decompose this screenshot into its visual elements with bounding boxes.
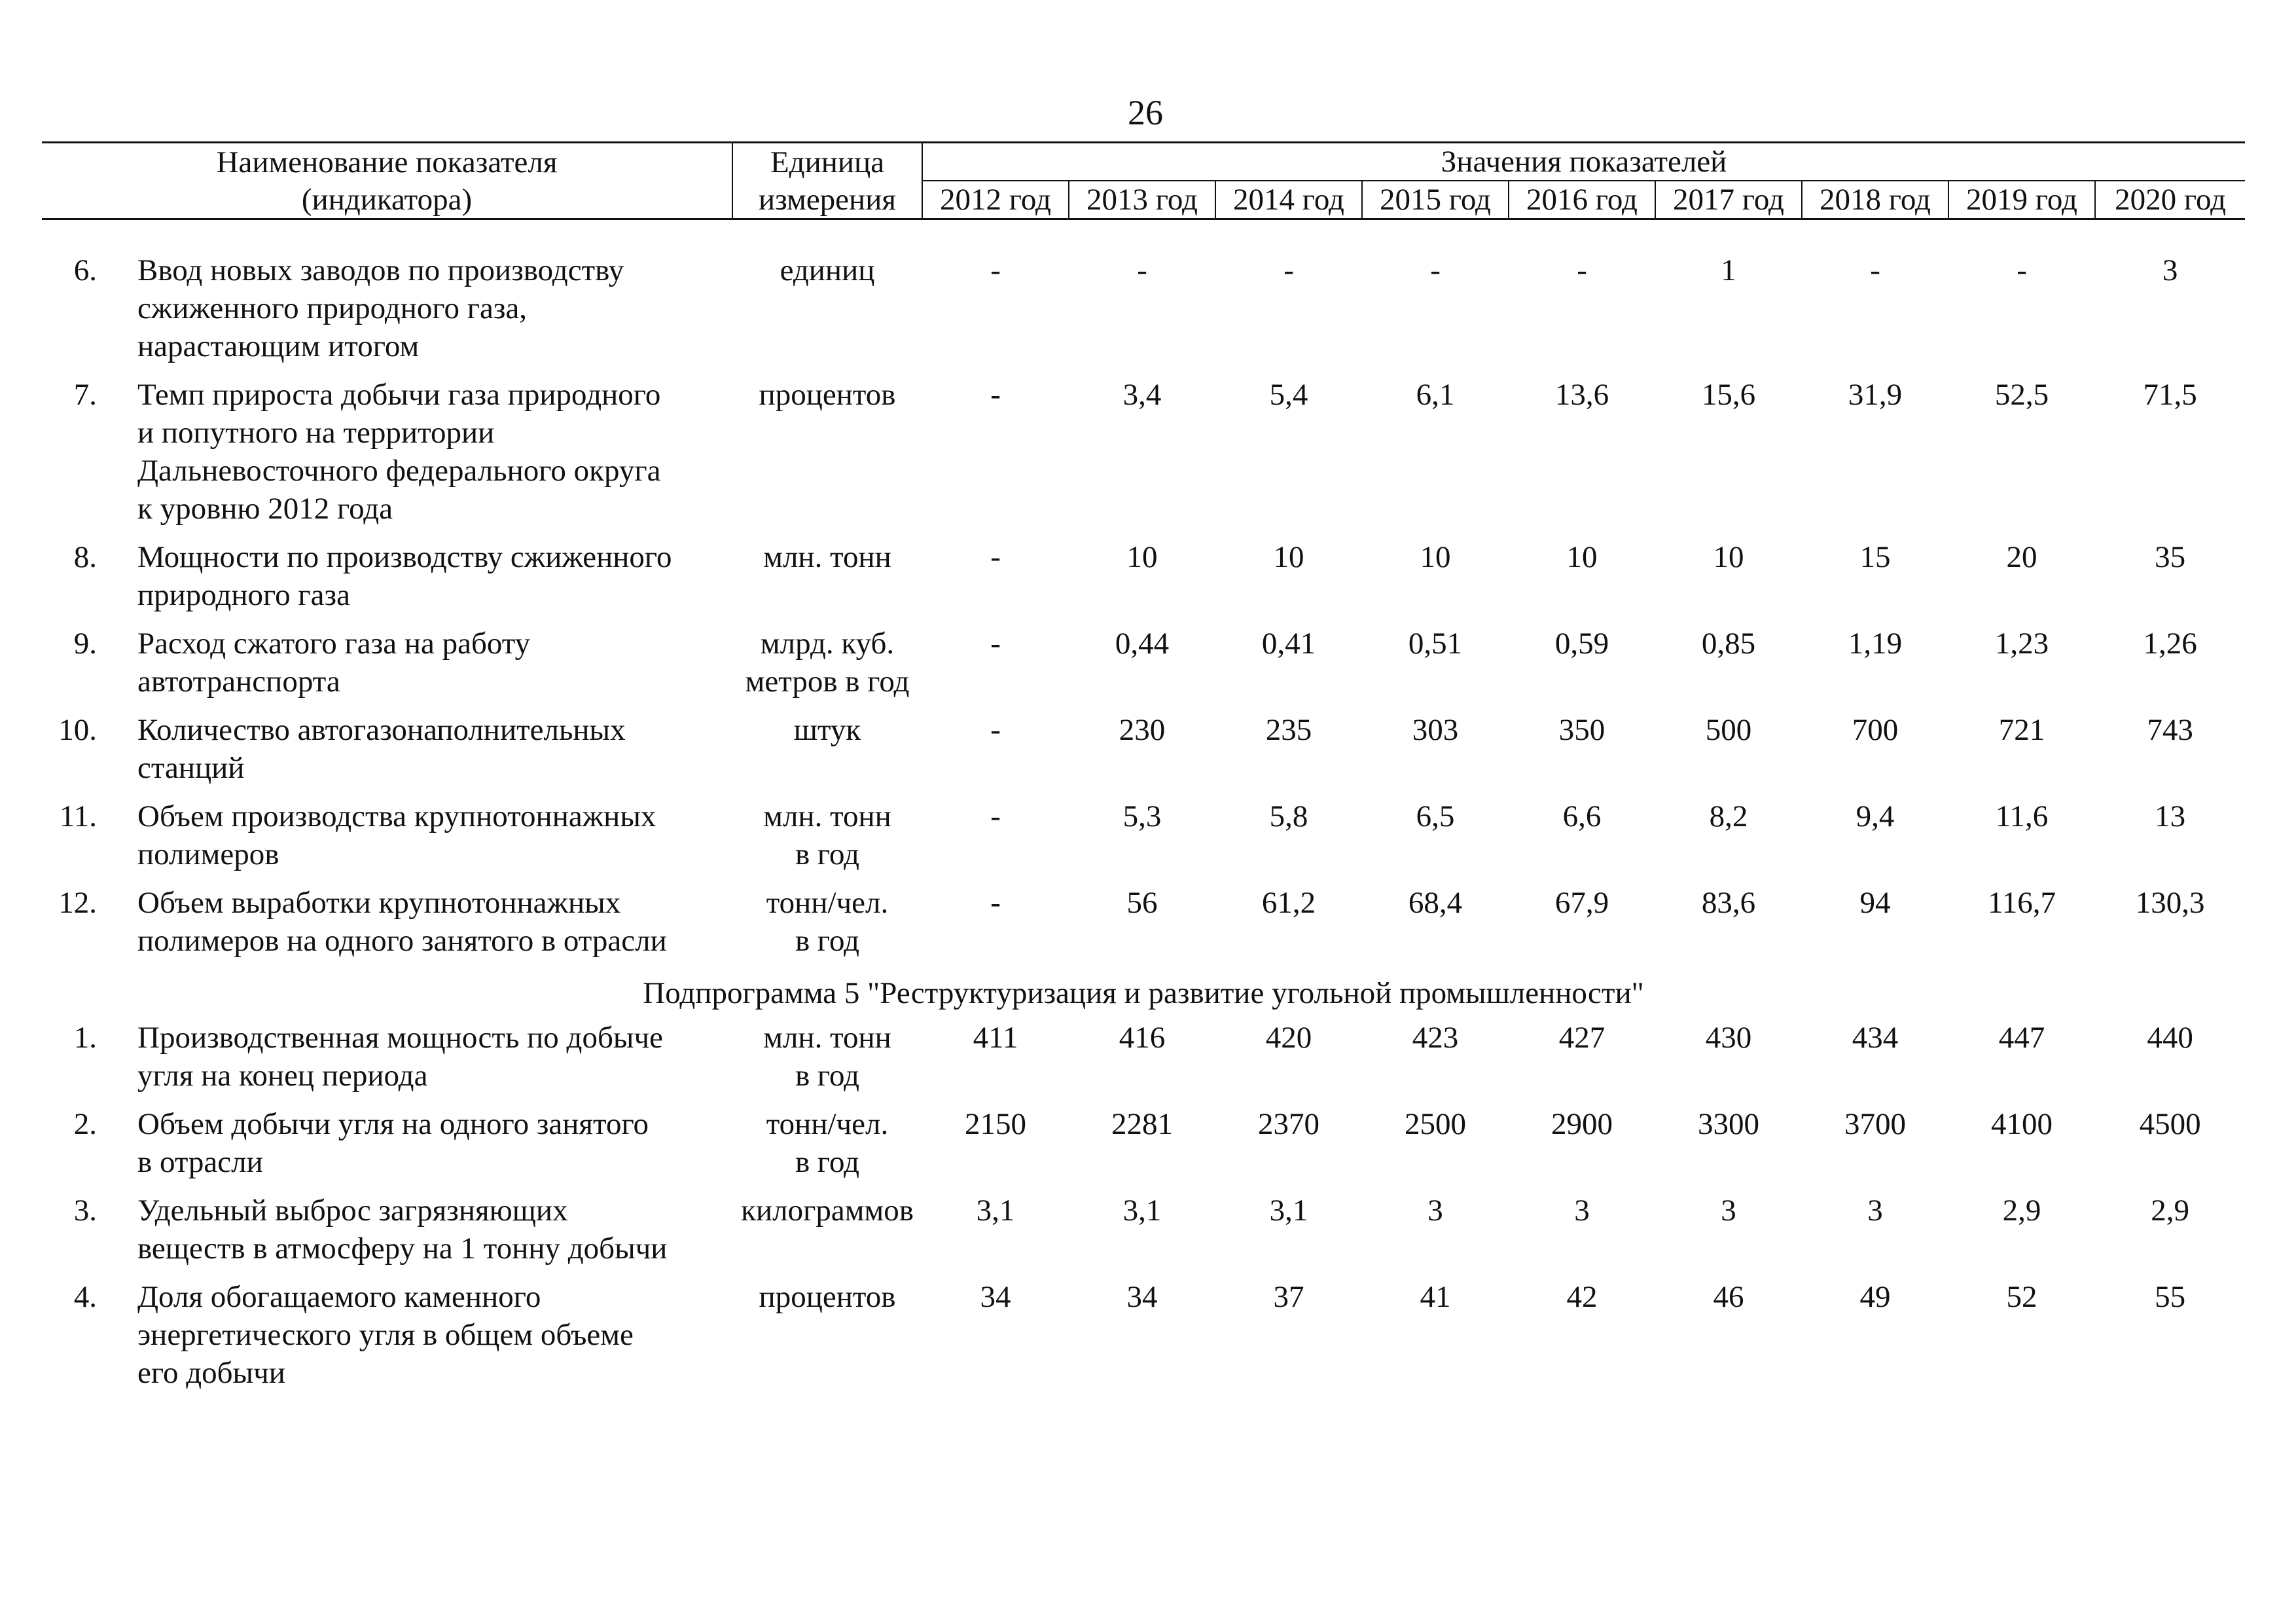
value-cell: 67,9: [1554, 886, 1609, 920]
value-cell: 49: [1859, 1280, 1891, 1314]
unit-of-measure-line: единиц: [780, 253, 875, 287]
unit-of-measure: [732, 884, 922, 970]
year-header: 2018 год: [1802, 181, 1948, 219]
indicator-name-line: Расход сжатого газа на работу: [137, 627, 531, 661]
unit-of-measure-line: в год: [795, 837, 860, 871]
year-header: 2012 год: [922, 181, 1069, 219]
value-cell: 3300: [1698, 1107, 1760, 1141]
indicator-name-line: к уровню 2012 года: [137, 492, 393, 526]
value-cell: 743: [2147, 713, 2193, 747]
indicator-name-line: Производственная мощность по добыче: [137, 1021, 663, 1055]
indicator-name: [134, 1192, 732, 1278]
year-header: 2020 год: [2095, 181, 2245, 219]
unit-of-measure-line: в год: [795, 1059, 860, 1093]
indicator-name: [134, 1278, 732, 1402]
row-number: 6.: [73, 253, 97, 287]
value-cell: 10: [1126, 540, 1158, 574]
value-cell: 416: [1119, 1021, 1166, 1055]
value-cell: 34: [1126, 1280, 1158, 1314]
value-cell: -: [2017, 253, 2027, 287]
row-number: 12.: [58, 886, 97, 920]
value-cell: 3: [2162, 253, 2178, 287]
value-cell: 8,2: [1709, 799, 1748, 833]
value-cell: 350: [1558, 713, 1605, 747]
value-cell: 71,5: [2143, 378, 2197, 412]
unit-of-measure: [732, 797, 922, 884]
indicator-name: [134, 1019, 732, 1105]
value-cell: 411: [973, 1021, 1018, 1055]
value-cell: 2281: [1111, 1107, 1174, 1141]
value-cell: 440: [2147, 1021, 2193, 1055]
value-cell: 15,6: [1701, 378, 1756, 412]
row-number: 3.: [73, 1194, 97, 1228]
value-cell: -: [990, 799, 1001, 833]
year-header: 2014 год: [1215, 181, 1362, 219]
indicators-body-part1: [42, 219, 2245, 971]
value-cell: 0,85: [1701, 627, 1756, 661]
indicator-name: [134, 797, 732, 884]
page-number: 26: [1128, 93, 1163, 132]
indicator-name-line: Темп прироста добычи газа природного: [137, 378, 661, 412]
unit-of-measure: [732, 251, 922, 376]
value-cell: 9,4: [1856, 799, 1895, 833]
indicator-name-line: Дальневосточного федерального округа: [137, 454, 661, 488]
value-cell: 434: [1852, 1021, 1899, 1055]
value-cell: 5,3: [1122, 799, 1162, 833]
value-cell: 423: [1412, 1021, 1459, 1055]
value-cell: -: [1283, 253, 1294, 287]
year-header: 2013 год: [1069, 181, 1215, 219]
value-cell: 3,1: [1122, 1194, 1162, 1228]
subprogram-title: Подпрограмма 5 "Реструктуризация и развитие угольной промышленности": [643, 976, 1644, 1010]
unit-of-measure-line: килограммов: [741, 1194, 914, 1228]
unit-of-measure-line: млрд. куб.: [760, 627, 895, 661]
value-cell: -: [990, 886, 1001, 920]
row-number: 11.: [59, 799, 97, 833]
value-cell: 0,44: [1115, 627, 1170, 661]
value-cell: 20: [2006, 540, 2037, 574]
value-cell: 4500: [2139, 1107, 2201, 1141]
value-cell: 1,23: [1994, 627, 2049, 661]
indicator-name-line: автотранспорта: [137, 665, 340, 699]
table-row: [42, 251, 2245, 376]
year-header: 2015 год: [1362, 181, 1509, 219]
unit-of-measure: [732, 538, 922, 625]
value-cell: 4100: [1991, 1107, 2053, 1141]
indicator-name-line: сжиженного природного газа,: [137, 291, 528, 325]
table-row: [42, 1192, 2245, 1278]
table-row: [42, 376, 2245, 538]
indicator-name: [134, 711, 732, 797]
value-cell: -: [1430, 253, 1441, 287]
indicator-name-line: веществ в атмосферу на 1 тонну добычи: [137, 1231, 668, 1266]
indicator-name: [134, 538, 732, 625]
value-cell: 13: [2155, 799, 2186, 833]
unit-header-line1: Единица: [732, 143, 922, 181]
indicator-name-line: Объем производства крупнотоннажных: [137, 799, 656, 833]
value-cell: 55: [2155, 1280, 2186, 1314]
indicator-name-line: Доля обогащаемого каменного: [137, 1280, 541, 1314]
value-cell: 303: [1412, 713, 1459, 747]
indicator-name-line: и попутного на территории: [137, 416, 495, 450]
indicators-body-part2: [42, 1019, 2245, 1402]
indicator-name-line: угля на конец периода: [137, 1059, 428, 1093]
year-header: 2019 год: [1948, 181, 2095, 219]
value-cell: 130,3: [2135, 886, 2205, 920]
value-cell: 2500: [1405, 1107, 1467, 1141]
value-cell: 31,9: [1848, 378, 1903, 412]
value-cell: 11,6: [1995, 799, 2049, 833]
value-cell: 10: [1420, 540, 1451, 574]
unit-header-line2: измерения: [732, 181, 922, 219]
value-cell: -: [1577, 253, 1587, 287]
value-cell: 6,1: [1416, 378, 1455, 412]
unit-of-measure-line: метров в год: [745, 665, 910, 699]
value-cell: 0,51: [1408, 627, 1463, 661]
value-cell: 15: [1859, 540, 1891, 574]
unit-of-measure-line: процентов: [759, 378, 896, 412]
unit-of-measure-line: штук: [793, 713, 861, 747]
value-cell: 427: [1558, 1021, 1605, 1055]
indicator-name-line: его добычи: [137, 1356, 285, 1390]
unit-of-measure: [732, 1019, 922, 1105]
indicator-name-line: в отрасли: [137, 1145, 263, 1179]
value-cell: 3: [1574, 1194, 1590, 1228]
value-cell: 3,4: [1122, 378, 1162, 412]
table-row: [42, 797, 2245, 884]
value-cell: 94: [1859, 886, 1891, 920]
value-cell: -: [990, 378, 1001, 412]
unit-of-measure: [732, 1278, 922, 1402]
indicator-name-line: полимеров: [137, 837, 279, 871]
value-cell: 13,6: [1554, 378, 1609, 412]
indicator-name: [134, 1105, 732, 1192]
value-cell: 721: [1998, 713, 2045, 747]
value-cell: 235: [1265, 713, 1312, 747]
value-cell: 68,4: [1408, 886, 1463, 920]
value-cell: 430: [1705, 1021, 1752, 1055]
row-number: 9.: [73, 627, 97, 661]
value-cell: 3: [1867, 1194, 1883, 1228]
value-cell: 3,1: [976, 1194, 1015, 1228]
value-cell: 42: [1566, 1280, 1598, 1314]
indicator-name-line: Объем выработки крупнотоннажных: [137, 886, 621, 920]
value-cell: -: [990, 253, 1001, 287]
value-cell: 41: [1420, 1280, 1451, 1314]
value-cell: 34: [980, 1280, 1011, 1314]
row-number: 10.: [58, 713, 97, 747]
table-row: [42, 1278, 2245, 1402]
table-header: [42, 143, 2245, 219]
indicators-table: [42, 141, 2245, 1402]
unit-of-measure-line: в год: [795, 924, 860, 958]
row-number: 2.: [73, 1107, 97, 1141]
unit-of-measure-line: млн. тонн: [763, 540, 891, 574]
unit-of-measure-line: млн. тонн: [763, 799, 891, 833]
values-group-header: Значения показателей: [922, 143, 2245, 181]
row-number: 1.: [73, 1021, 97, 1055]
unit-of-measure-line: тонн/чел.: [766, 886, 889, 920]
value-cell: 3: [1427, 1194, 1443, 1228]
indicator-name-line: станций: [137, 751, 245, 785]
value-cell: 3: [1721, 1194, 1736, 1228]
unit-of-measure-line: процентов: [759, 1280, 896, 1314]
name-header-line1: Наименование показателя: [42, 143, 732, 181]
value-cell: 1,19: [1848, 627, 1903, 661]
section-body: [42, 970, 2245, 1019]
value-cell: 52: [2006, 1280, 2037, 1314]
indicator-name-line: Количество автогазонаполнительных: [137, 713, 626, 747]
value-cell: 447: [1998, 1021, 2045, 1055]
unit-of-measure: [732, 376, 922, 538]
value-cell: 6,6: [1562, 799, 1602, 833]
unit-of-measure: [732, 1105, 922, 1192]
name-header-line2: (индикатора): [42, 181, 732, 219]
value-cell: 3700: [1844, 1107, 1907, 1141]
indicator-name: [134, 884, 732, 970]
table-row: [42, 1019, 2245, 1105]
table-row: [42, 1105, 2245, 1192]
value-cell: 37: [1273, 1280, 1304, 1314]
unit-of-measure: [732, 711, 922, 797]
value-cell: -: [990, 713, 1001, 747]
indicator-name-line: нарастающим итогом: [137, 329, 420, 363]
value-cell: 61,2: [1261, 886, 1316, 920]
indicator-name-line: природного газа: [137, 578, 350, 612]
table-row: [42, 625, 2245, 711]
value-cell: -: [990, 540, 1001, 574]
value-cell: 10: [1566, 540, 1598, 574]
value-cell: 0,59: [1554, 627, 1609, 661]
value-cell: 700: [1852, 713, 1899, 747]
value-cell: 116,7: [1988, 886, 2056, 920]
indicator-name: [134, 625, 732, 711]
value-cell: 1,26: [2143, 627, 2197, 661]
indicator-name-line: полимеров на одного занятого в отрасли: [137, 924, 667, 958]
value-cell: 10: [1713, 540, 1744, 574]
value-cell: -: [1870, 253, 1880, 287]
value-cell: 2,9: [2151, 1194, 2189, 1228]
unit-of-measure: [732, 625, 922, 711]
indicator-name-line: Объем добычи угля на одного занятого: [137, 1107, 649, 1141]
value-cell: 500: [1705, 713, 1752, 747]
value-cell: 2370: [1258, 1107, 1320, 1141]
value-cell: -: [1137, 253, 1147, 287]
row-number: 7.: [73, 378, 97, 412]
value-cell: 5,8: [1269, 799, 1308, 833]
value-cell: 230: [1119, 713, 1166, 747]
indicator-name: [134, 251, 732, 376]
indicator-name-line: Мощности по производству сжиженного: [137, 540, 672, 574]
value-cell: 420: [1265, 1021, 1312, 1055]
value-cell: 0,41: [1261, 627, 1316, 661]
indicator-name-line: Ввод новых заводов по производству: [137, 253, 624, 287]
table-row: [42, 538, 2245, 625]
unit-of-measure-line: тонн/чел.: [766, 1107, 889, 1141]
value-cell: 56: [1126, 886, 1158, 920]
year-header: 2016 год: [1509, 181, 1655, 219]
row-number: 8.: [73, 540, 97, 574]
indicator-name: [134, 376, 732, 538]
unit-of-measure-line: в год: [795, 1145, 860, 1179]
value-cell: 52,5: [1994, 378, 2049, 412]
value-cell: 2150: [965, 1107, 1027, 1141]
unit-of-measure-line: млн. тонн: [763, 1021, 891, 1055]
table-row: [42, 711, 2245, 797]
indicator-name-line: Удельный выброс загрязняющих: [137, 1194, 568, 1228]
value-cell: 10: [1273, 540, 1304, 574]
value-cell: 2900: [1551, 1107, 1613, 1141]
value-cell: 6,5: [1416, 799, 1455, 833]
value-cell: 46: [1713, 1280, 1744, 1314]
value-cell: 35: [2155, 540, 2186, 574]
value-cell: 3,1: [1269, 1194, 1308, 1228]
value-cell: 5,4: [1269, 378, 1308, 412]
table-row: [42, 884, 2245, 970]
indicator-name-line: энергетического угля в общем объеме: [137, 1318, 634, 1352]
row-number: 4.: [73, 1280, 97, 1314]
value-cell: 2,9: [2002, 1194, 2041, 1228]
year-header: 2017 год: [1655, 181, 1802, 219]
value-cell: 83,6: [1701, 886, 1756, 920]
value-cell: -: [990, 627, 1001, 661]
unit-of-measure: [732, 1192, 922, 1278]
value-cell: 1: [1721, 253, 1736, 287]
